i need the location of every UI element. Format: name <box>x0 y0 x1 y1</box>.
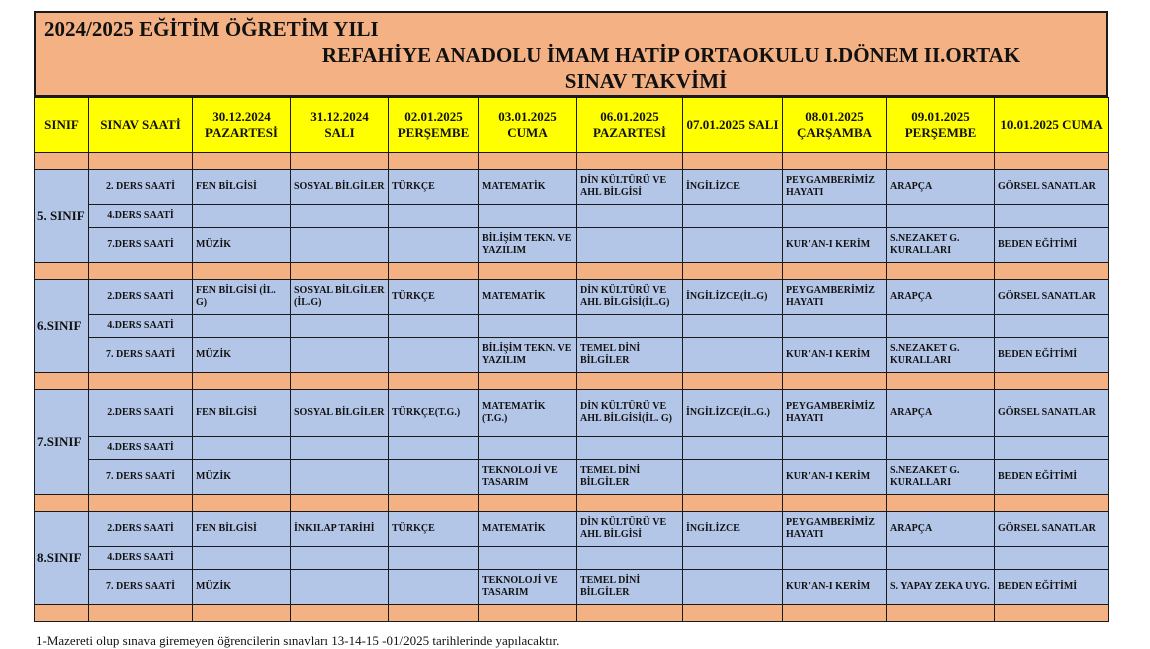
class-label: 6.SINIF <box>35 280 89 373</box>
subject-cell <box>389 205 479 228</box>
separator-cell <box>887 263 995 280</box>
subject-cell: ARAPÇA <box>887 512 995 547</box>
table-row <box>35 460 1109 495</box>
separator-cell <box>291 373 389 390</box>
subject-cell: TÜRKÇE <box>389 512 479 547</box>
separator-cell <box>389 153 479 170</box>
separator-cell <box>577 495 683 512</box>
subject-cell: KUR'AN-I KERİM <box>783 228 887 263</box>
separator-cell <box>995 495 1109 512</box>
table-row <box>35 315 1109 338</box>
subject-cell: GÖRSEL SANATLAR <box>995 390 1109 437</box>
subject-cell <box>291 460 389 495</box>
header-date-8: 09.01.2025 PERŞEMBE <box>887 98 995 153</box>
exam-slot: 2.DERS SAATİ <box>89 512 193 547</box>
separator-cell <box>291 263 389 280</box>
exam-slot: 7. DERS SAATİ <box>89 460 193 495</box>
separator-cell <box>291 605 389 622</box>
subject-cell: KUR'AN-I KERİM <box>783 460 887 495</box>
separator-cell <box>389 263 479 280</box>
subject-cell <box>389 570 479 605</box>
separator-cell <box>193 263 291 280</box>
separator-cell <box>193 495 291 512</box>
exam-slot: 7.DERS SAATİ <box>89 228 193 263</box>
subject-cell <box>389 315 479 338</box>
subject-cell <box>479 437 577 460</box>
subject-cell <box>389 460 479 495</box>
subject-cell: TÜRKÇE <box>389 280 479 315</box>
exam-schedule-sheet <box>34 11 1108 622</box>
subject-cell <box>683 570 783 605</box>
subject-cell <box>193 315 291 338</box>
subject-cell: GÖRSEL SANATLAR <box>995 512 1109 547</box>
subject-cell: FEN BİLGİSİ <box>193 512 291 547</box>
separator-cell <box>89 373 193 390</box>
title-block <box>34 11 1108 97</box>
separator-row <box>35 263 1109 280</box>
separator-cell <box>995 373 1109 390</box>
subject-cell <box>291 315 389 338</box>
subject-cell <box>783 205 887 228</box>
header-date-6: 07.01.2025 SALI <box>683 98 783 153</box>
subject-cell: TEMEL DİNİ BİLGİLER <box>577 570 683 605</box>
subject-cell: MÜZİK <box>193 570 291 605</box>
separator-cell <box>479 495 577 512</box>
subject-cell <box>783 315 887 338</box>
exam-slot: 2. DERS SAATİ <box>89 170 193 205</box>
header-exam-time: SINAV SAATİ <box>89 98 193 153</box>
subject-cell: BEDEN EĞİTİMİ <box>995 338 1109 373</box>
subject-cell: S. YAPAY ZEKA UYG. <box>887 570 995 605</box>
subject-cell: MATEMATİK <box>479 512 577 547</box>
subject-cell: GÖRSEL SANATLAR <box>995 170 1109 205</box>
subject-cell: BEDEN EĞİTİMİ <box>995 460 1109 495</box>
subject-cell <box>291 228 389 263</box>
separator-cell <box>995 263 1109 280</box>
separator-cell <box>89 495 193 512</box>
header-row <box>35 98 1109 153</box>
subject-cell <box>389 437 479 460</box>
subject-cell <box>577 228 683 263</box>
subject-cell: ARAPÇA <box>887 390 995 437</box>
separator-cell <box>683 153 783 170</box>
subject-cell: GÖRSEL SANATLAR <box>995 280 1109 315</box>
exam-slot: 2.DERS SAATİ <box>89 280 193 315</box>
subject-cell <box>479 315 577 338</box>
subject-cell <box>389 338 479 373</box>
header-date-1: 30.12.2024 PAZARTESİ <box>193 98 291 153</box>
separator-cell <box>193 373 291 390</box>
subject-cell: MÜZİK <box>193 228 291 263</box>
subject-cell <box>291 437 389 460</box>
subject-cell <box>995 547 1109 570</box>
subject-cell: KUR'AN-I KERİM <box>783 338 887 373</box>
subject-cell <box>887 437 995 460</box>
subject-cell <box>783 437 887 460</box>
separator-cell <box>389 495 479 512</box>
subject-cell <box>577 437 683 460</box>
exam-slot: 7. DERS SAATİ <box>89 570 193 605</box>
subject-cell: FEN BİLGİSİ (İL. G) <box>193 280 291 315</box>
subject-cell: TEMEL DİNİ BİLGİLER <box>577 460 683 495</box>
subject-cell <box>577 547 683 570</box>
schedule-title: SINAV TAKVİMİ <box>564 69 728 93</box>
subject-cell <box>995 437 1109 460</box>
subject-cell <box>193 437 291 460</box>
separator-cell <box>683 263 783 280</box>
exam-slot: 7. DERS SAATİ <box>89 338 193 373</box>
separator-cell <box>35 605 89 622</box>
exam-slot: 4.DERS SAATİ <box>89 205 193 228</box>
separator-cell <box>35 263 89 280</box>
separator-cell <box>783 153 887 170</box>
subject-cell: İNGİLİZCE(İL.G) <box>683 280 783 315</box>
separator-cell <box>995 605 1109 622</box>
class-label: 7.SINIF <box>35 390 89 495</box>
separator-cell <box>783 495 887 512</box>
header-date-7: 08.01.2025 ÇARŞAMBA <box>783 98 887 153</box>
separator-cell <box>577 263 683 280</box>
subject-cell <box>683 460 783 495</box>
header-date-2: 31.12.2024 SALI <box>291 98 389 153</box>
subject-cell <box>479 205 577 228</box>
subject-cell: BEDEN EĞİTİMİ <box>995 228 1109 263</box>
class-label: 5. SINIF <box>35 170 89 263</box>
subject-cell: ARAPÇA <box>887 170 995 205</box>
subject-cell <box>887 547 995 570</box>
header-date-3: 02.01.2025 PERŞEMBE <box>389 98 479 153</box>
subject-cell <box>577 315 683 338</box>
separator-cell <box>193 153 291 170</box>
subject-cell <box>291 547 389 570</box>
separator-cell <box>783 263 887 280</box>
separator-row <box>35 373 1109 390</box>
table-row <box>35 437 1109 460</box>
footnote: 1-Mazereti olup sınava giremeyen öğrencilerin sınavları 13-14-15 -01/2025 tarihlerinde yapılacaktır. <box>36 633 560 648</box>
table-row <box>35 390 1109 437</box>
subject-cell: MATEMATİK <box>479 170 577 205</box>
subject-cell <box>193 547 291 570</box>
header-date-5: 06.01.2025 PAZARTESİ <box>577 98 683 153</box>
subject-cell: FEN BİLGİSİ <box>193 390 291 437</box>
subject-cell <box>683 437 783 460</box>
subject-cell: SOSYAL BİLGİLER <box>291 170 389 205</box>
subject-cell: KUR'AN-I KERİM <box>783 570 887 605</box>
subject-cell <box>683 547 783 570</box>
separator-cell <box>887 495 995 512</box>
subject-cell: BİLİŞİM TEKN. VE YAZILIM <box>479 228 577 263</box>
subject-cell: ARAPÇA <box>887 280 995 315</box>
subject-cell: İNKILAP TARİHİ <box>291 512 389 547</box>
school-year-title: 2024/2025 EĞİTİM ÖĞRETİM YILI <box>44 17 379 41</box>
separator-cell <box>683 373 783 390</box>
subject-cell: İNGİLİZCE(İL.G.) <box>683 390 783 437</box>
subject-cell: DİN KÜLTÜRÜ VE AHL BİLGİSİ(İL.G) <box>577 280 683 315</box>
separator-cell <box>35 153 89 170</box>
separator-cell <box>887 153 995 170</box>
subject-cell <box>291 338 389 373</box>
subject-cell: MÜZİK <box>193 338 291 373</box>
subject-cell: MATEMATİK (T.G.) <box>479 390 577 437</box>
exam-slot: 4.DERS SAATİ <box>89 437 193 460</box>
subject-cell: MÜZİK <box>193 460 291 495</box>
table-row <box>35 512 1109 547</box>
separator-cell <box>291 495 389 512</box>
subject-cell: PEYGAMBERİMİZ HAYATI <box>783 390 887 437</box>
subject-cell: BEDEN EĞİTİMİ <box>995 570 1109 605</box>
header-date-9: 10.01.2025 CUMA <box>995 98 1109 153</box>
class-label: 8.SINIF <box>35 512 89 605</box>
subject-cell <box>783 547 887 570</box>
separator-cell <box>577 373 683 390</box>
subject-cell: BİLİŞİM TEKN. VE YAZILIM <box>479 338 577 373</box>
subject-cell: S.NEZAKET G. KURALLARI <box>887 460 995 495</box>
subject-cell <box>683 205 783 228</box>
separator-row <box>35 153 1109 170</box>
separator-cell <box>887 605 995 622</box>
separator-row <box>35 495 1109 512</box>
separator-cell <box>193 605 291 622</box>
subject-cell: SOSYAL BİLGİLER <box>291 390 389 437</box>
school-name-title: REFAHİYE ANADOLU İMAM HATİP ORTAOKULU I.DÖNEM II.ORTAK <box>321 43 1021 67</box>
table-row <box>35 547 1109 570</box>
subject-cell: S.NEZAKET G. KURALLARI <box>887 338 995 373</box>
table-row <box>35 280 1109 315</box>
separator-cell <box>683 605 783 622</box>
table-row <box>35 170 1109 205</box>
subject-cell: SOSYAL BİLGİLER (İL.G) <box>291 280 389 315</box>
separator-cell <box>479 263 577 280</box>
separator-cell <box>577 153 683 170</box>
separator-cell <box>389 373 479 390</box>
subject-cell <box>995 315 1109 338</box>
subject-cell <box>887 205 995 228</box>
subject-cell: PEYGAMBERİMİZ HAYATI <box>783 170 887 205</box>
separator-cell <box>887 373 995 390</box>
schedule-table <box>34 97 1109 622</box>
exam-slot: 2.DERS SAATİ <box>89 390 193 437</box>
subject-cell <box>291 570 389 605</box>
subject-cell: TEMEL DİNİ BİLGİLER <box>577 338 683 373</box>
separator-cell <box>389 605 479 622</box>
separator-cell <box>783 373 887 390</box>
subject-cell: TÜRKÇE(T.G.) <box>389 390 479 437</box>
separator-cell <box>35 495 89 512</box>
header-class: SINIF <box>35 98 89 153</box>
subject-cell <box>683 228 783 263</box>
subject-cell: FEN BİLGİSİ <box>193 170 291 205</box>
subject-cell <box>995 205 1109 228</box>
subject-cell: S.NEZAKET G. KURALLARI <box>887 228 995 263</box>
subject-cell: İNGİLİZCE <box>683 512 783 547</box>
separator-cell <box>783 605 887 622</box>
subject-cell: TÜRKÇE <box>389 170 479 205</box>
table-row <box>35 570 1109 605</box>
separator-cell <box>89 263 193 280</box>
subject-cell <box>291 205 389 228</box>
subject-cell <box>887 315 995 338</box>
separator-row <box>35 605 1109 622</box>
subject-cell: DİN KÜLTÜRÜ VE AHL BİLGİSİ <box>577 170 683 205</box>
subject-cell <box>577 205 683 228</box>
subject-cell <box>683 315 783 338</box>
subject-cell: DİN KÜLTÜRÜ VE AHL BİLGİSİ <box>577 512 683 547</box>
subject-cell: TEKNOLOJİ VE TASARIM <box>479 460 577 495</box>
subject-cell: İNGİLİZCE <box>683 170 783 205</box>
separator-cell <box>89 153 193 170</box>
separator-cell <box>35 373 89 390</box>
separator-cell <box>479 605 577 622</box>
separator-cell <box>995 153 1109 170</box>
separator-cell <box>479 373 577 390</box>
subject-cell: TEKNOLOJİ VE TASARIM <box>479 570 577 605</box>
exam-slot: 4.DERS SAATİ <box>89 315 193 338</box>
subject-cell: DİN KÜLTÜRÜ VE AHL BİLGİSİ(İL. G) <box>577 390 683 437</box>
header-date-4: 03.01.2025 CUMA <box>479 98 577 153</box>
separator-cell <box>683 495 783 512</box>
subject-cell <box>389 228 479 263</box>
table-row <box>35 338 1109 373</box>
separator-cell <box>291 153 389 170</box>
separator-cell <box>89 605 193 622</box>
subject-cell <box>389 547 479 570</box>
subject-cell <box>479 547 577 570</box>
exam-slot: 4.DERS SAATİ <box>89 547 193 570</box>
separator-cell <box>479 153 577 170</box>
separator-cell <box>577 605 683 622</box>
table-row <box>35 205 1109 228</box>
subject-cell: PEYGAMBERİMİZ HAYATI <box>783 280 887 315</box>
subject-cell: MATEMATİK <box>479 280 577 315</box>
subject-cell <box>193 205 291 228</box>
table-row <box>35 228 1109 263</box>
subject-cell: PEYGAMBERİMİZ HAYATI <box>783 512 887 547</box>
subject-cell <box>683 338 783 373</box>
